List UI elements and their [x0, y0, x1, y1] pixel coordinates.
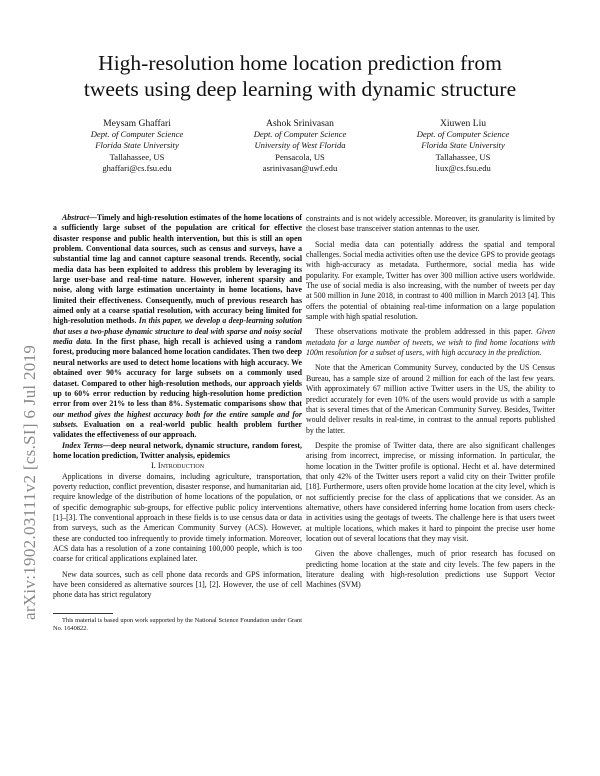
intro-paragraph-1: Applications in diverse domains, including agriculture, transportation, poverty reduction, conflict prevention, disaster response, and humanitarian aid, require knowledge of the distribution of home locations of the population, or of specific demographic sub-groups, for effective public policy interventions [1]–[3]. The conventional approach in these fields is to use census data or data from surveys, such as the American Community Survey (ACS). However, these are conducted too infrequently to provide timely information. Moreover, ACS data has a resolution of a zone containing 100,000 people, which is too coarse for critical applications explained later. [53, 471, 302, 564]
author-univ: Florida State University [95, 140, 179, 151]
index-terms-text: —deep neural network, dynamic structure, random forest, home location prediction, Twitter analysis, epidemics [53, 440, 302, 460]
abstract-text-1: —Timely and high-resolution estimates of the home locations of a sufficiently large subset of the population are critical for effective disaster response and public health intervention, but this is still an open problem. Conventional data sources, such as census and surveys, have a substantial time lag and cannot capture seasonal trends. Recently, social media data has been exploited to address this problem by leveraging its large user-base and real-time nature. However, inherent sparsity and noise, along with large estimation uncertainty in home locations, have limited their effectiveness. Consequently, much of previous research has aimed only at a coarse spatial resolution, with accuracy being limited for high-resolution methods. [53, 213, 302, 326]
problem-statement: Given metadata for a large number of tweets, we wish to find home locations with 100m resolution for a subset of users, with high accuracy in the prediction. [306, 327, 555, 358]
author-univ: Florida State University [421, 140, 505, 151]
right-paragraph-2-text: These observations motivate the problem addressed in this paper. [315, 327, 533, 337]
right-paragraph-2 [306, 327, 555, 358]
title-line-2: tweets using deep learning with dynamic structure [83, 77, 517, 101]
author-dept: Dept. of Computer Science [253, 129, 347, 140]
author-email: ghaffari@cs.fsu.edu [102, 162, 172, 173]
index-terms [53, 441, 302, 462]
abstract-text-3: Evaluation on a real-world public health problem further validates the effectiveness of our approach. [53, 419, 302, 440]
right-paragraph-3: Note that the American Community Survey, conducted by the US Census Bureau, has a sample size of around 2 million for each of the last few years. With approximately 67 million active Twitter users in the US, the ability to predict accurately for even 10% of the users would provide us with a sample that is several times that of the American Community Survey. Besides, Twitter would deliver results in real-time, in contrast to the annual reports published by the latter. [306, 363, 555, 435]
author-3 [388, 118, 538, 174]
author-email: asrinivasan@uwf.edu [262, 162, 338, 173]
right-paragraph-0: constraints and is not widely accessible. Moreover, its granularity is limited by the closest base transceiver station antennas to the user. [306, 214, 555, 234]
author-city: Pensacola, US [275, 151, 325, 162]
author-name: Meysam Ghaffari [103, 118, 171, 129]
author-block [62, 118, 538, 174]
abstract-label: Abstract [62, 213, 90, 222]
left-column [53, 213, 302, 633]
abstract-emphasis-1: In this paper, we develop a deep-learning solution that uses a two-phase dynamic structure to deal with sparse and noisy social media data. [53, 316, 302, 347]
footnote: This material is based upon work supported by the National Science Foundation under Grant No. 1640822. [53, 616, 302, 632]
index-terms-label: Index Terms [62, 440, 103, 450]
arxiv-identifier: arXiv:1902.03111v2 [cs.SI] 6 Jul 2019 [20, 344, 39, 620]
author-1 [62, 118, 212, 174]
author-dept: Dept. of Computer Science [416, 129, 510, 140]
abstract-emphasis-2: our method gives the highest accuracy both for the entire sample and for subsets. [53, 409, 302, 429]
paper-title [40, 50, 560, 102]
right-column [306, 214, 555, 591]
right-paragraph-4: Despite the promise of Twitter data, there are also significant challenges arising from incorrect, imprecise, or missing information. In particular, the home location in the Twitter profile is optional. Hecht et al. have determined that only 42% of the Twitter users report a valid city on their Twitter profile [18]. Furthermore, users often provide home location at the city level, which is not sufficiently precise for the class of applications that we consider. As an alternative, others have considered inferring home location from users check-in activities using the geotags of tweets. The challenge here is that users tweet at multiple locations, which makes it hard to pinpoint the precise user home location out of several locations that they may visit. [306, 440, 555, 543]
right-paragraph-5: Given the above challenges, much of prior research has focused on predicting home location at the state and city levels. The few papers in the literature dealing with high-resolution predictions use Support Vector Machines (SVM) [306, 549, 555, 590]
author-city: Tallahassee, US [109, 151, 165, 162]
author-name: Ashok Srinivasan [266, 118, 334, 129]
footnote-rule [53, 613, 113, 614]
abstract [53, 213, 302, 441]
section-heading-introduction: I. Introduction [150, 461, 205, 471]
author-city: Tallahassee, US [435, 151, 491, 162]
right-paragraph-1: Social media data can potentially address the spatial and temporal challenges. Social media activities often use the device GPS to provide geotags with high-accuracy as metadata. Furthermore, social media has wide popularity. For example, Twitter has over 300 million active users worldwide. The use of social media is also increasing, with the number of tweets per day at 500 million in June 2018, in contrast to 400 million in March 2013 [4]. This offers the potential of obtaining real-time information on a large population sample with high spatial resolution. [306, 239, 555, 322]
intro-paragraph-2: New data sources, such as cell phone data records and GPS information, have been considered as alternative sources [1], [2]. However, the use of cell phone data has strict regulatory [53, 569, 302, 600]
abstract-text-2: In the first phase, high recall is achieved using a random forest, producing more balanced home location candidates. Then two deep neural networks are used to detect home locations with high accuracy. We obtained over 90% accuracy for large subsets on a commonly used dataset. Compared to other high-resolution methods, our approach yields up to 60% error reduction by reducing high-resolution home prediction error from over 21% to less than 8%. Systematic comparisons show that [53, 337, 302, 409]
author-email: liux@cs.fsu.edu [435, 162, 491, 173]
author-2 [225, 118, 375, 174]
author-univ: University of West Florida [254, 140, 346, 151]
author-dept: Dept. of Computer Science [90, 129, 184, 140]
author-name: Xiuwen Liu [439, 118, 487, 129]
title-line-1: High-resolution home location prediction from [98, 51, 502, 75]
